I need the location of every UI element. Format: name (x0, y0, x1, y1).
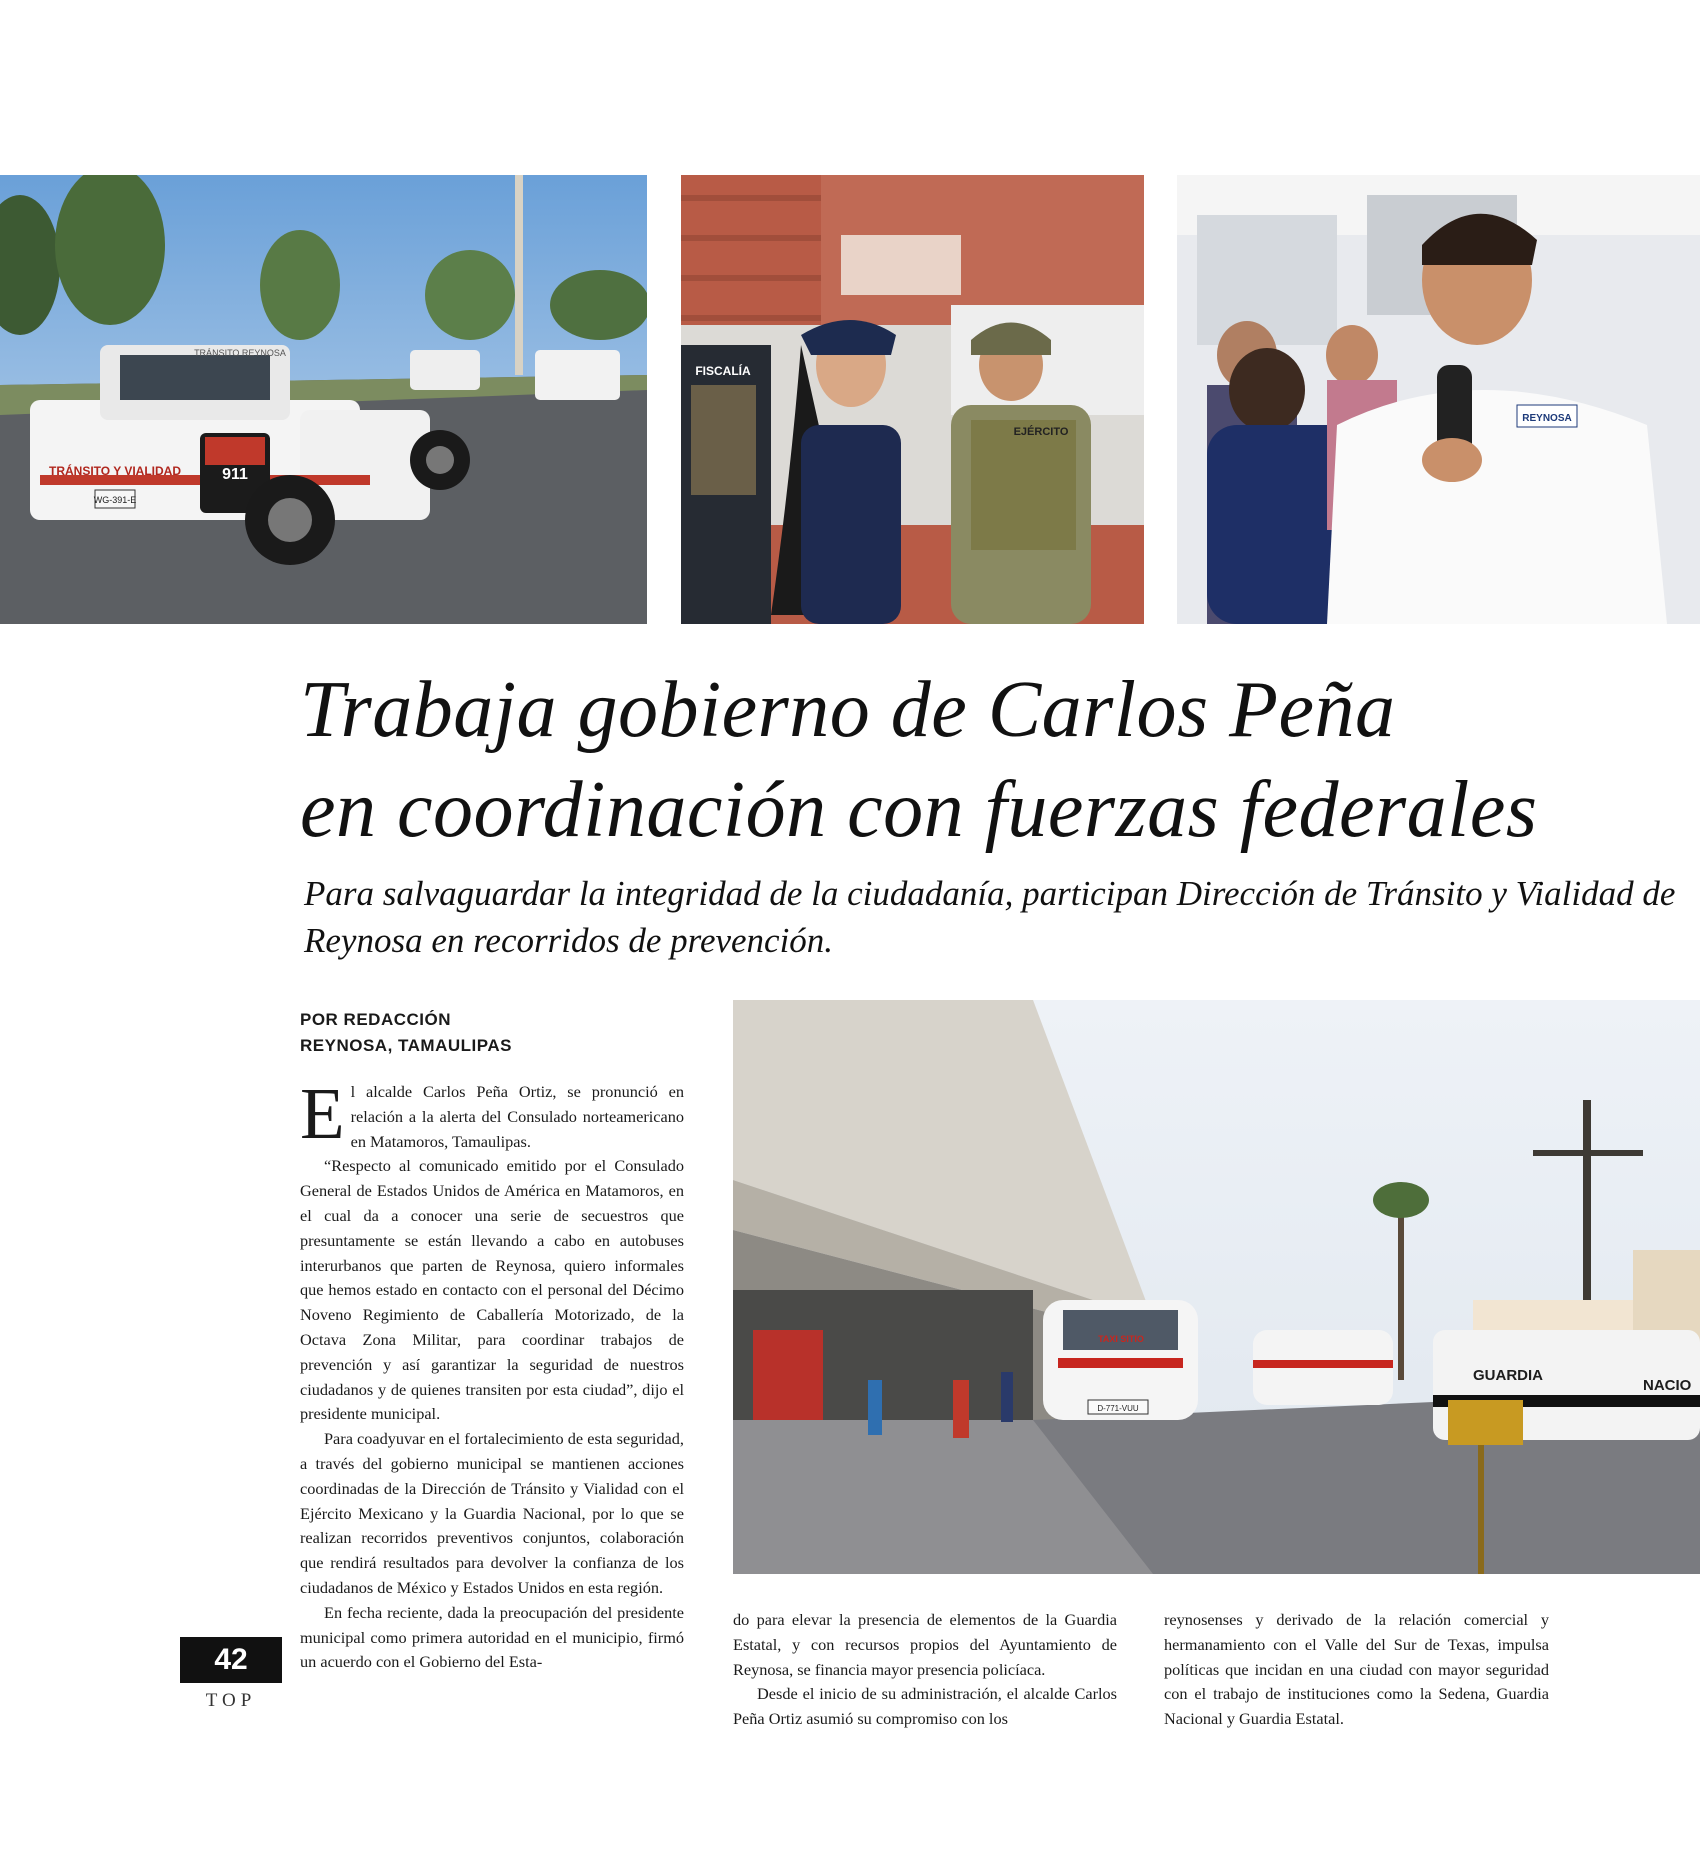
article-column-3 (1164, 1608, 1549, 1732)
paragraph-6: Desde el inicio de su administración, el alcalde Carlos Peña Ortiz asumió su compromiso con los (733, 1684, 1117, 1729)
paragraph-7: reynosenses y derivado de la relación comercial y hermanamiento con el Valle del Sur de Texas, impulsa políticas que incidan en una ciudad con mayor seguridad con el trabajo de instituciones como la Sedena, Guardia Nacional y Guardia Estatal. (1164, 1610, 1549, 1729)
vest-right-text: EJÉRCITO (1013, 426, 1069, 438)
guardia-text: GUARDIA (1473, 1367, 1543, 1384)
headline-line-1: Trabaja gobierno de Carlos Peña (300, 666, 1396, 754)
page-number: 42 (180, 1637, 282, 1683)
truck-door-text: TRÁNSITO Y VIALIDAD (48, 464, 182, 478)
photo-officials-meeting (681, 175, 1144, 624)
magazine-name: TOP (205, 1690, 257, 1711)
paragraph-5: do para elevar la presencia de elementos de la Guardia Estatal, y con recursos propios del Ayuntamiento de Reynosa, se financia mayor presencia policíaca. (733, 1610, 1117, 1679)
paragraph-1-text: l alcalde Carlos Peña Ortiz, se pronunció en relación a la alerta del Consulado norteamericano en Matamoros, Tamaulipas. (350, 1082, 684, 1151)
paragraph-2: “Respecto al comunicado emitido por el Consulado General de Estados Unidos de América en Matamoros, en el cual da a conocer una serie de secuestros que presuntamente se están llevando a cabo en autobuses interurbanos que parten de Reynosa, quiero informales que hemos estado en contacto con el personal del Décimo Noveno Regimiento de Caballería Motorizado, de la Octava Zona Militar, para coordinar trabajos de prevención y así garantizar la seguridad de nuestros ciudadanos y de quienes transiten por esta ciudad”, dijo el presidente municipal. (300, 1156, 684, 1424)
vest-left-text: FISCALÍA (695, 364, 751, 378)
byline-author: POR REDACCIÓN (300, 1010, 452, 1029)
truck-plate: WG-391-E (93, 495, 137, 505)
taxi-plate: D-771-VUU (1097, 1404, 1139, 1413)
truck-badge: 911 (222, 466, 248, 483)
photo-transit-pickup (0, 175, 647, 624)
nacional-text: NACIO (1643, 1377, 1692, 1394)
photo-bus-terminal (733, 1000, 1700, 1574)
shirt-logo-text: REYNOSA (1522, 413, 1572, 424)
headline-line-2: en coordinación con fuerzas federales (300, 766, 1538, 854)
paragraph-3: Para coadyuvar en el fortalecimiento de esta seguridad, a través del gobierno municipal se mantienen acciones coordinadas de la Dirección de Tránsito y Vialidad con el Ejército Mexicano y la Guardia Nacional, por lo que se realizan recorridos preventivos conjuntos, colaboración que rendirá resultados para devolver la confianza de los ciudadanos de México y Estados Unidos en esta región. (300, 1429, 684, 1597)
article-column-1 (300, 1073, 684, 1675)
article-column-2 (733, 1608, 1117, 1732)
photo-mayor-speaking (1177, 175, 1700, 624)
drop-cap: E (300, 1073, 345, 1154)
truck-roof-text: TRÁNSITO REYNOSA (194, 348, 286, 358)
taxi-sign: TAXI SITIO (1098, 1334, 1144, 1344)
paragraph-1 (300, 1073, 684, 1154)
paragraph-4: En fecha reciente, dada la preocupación del presidente municipal como primera autoridad en el municipio, firmó un acuerdo con el Gobierno del Esta- (300, 1602, 684, 1672)
byline (300, 1007, 700, 1059)
article-deck: Para salvaguardar la integridad de la ciudadanía, participan Dirección de Tránsito y Vialidad de Reynosa en recorridos de prevención. (304, 874, 1676, 960)
byline-location: REYNOSA, TAMAULIPAS (300, 1036, 512, 1055)
article-headline (300, 660, 1680, 860)
